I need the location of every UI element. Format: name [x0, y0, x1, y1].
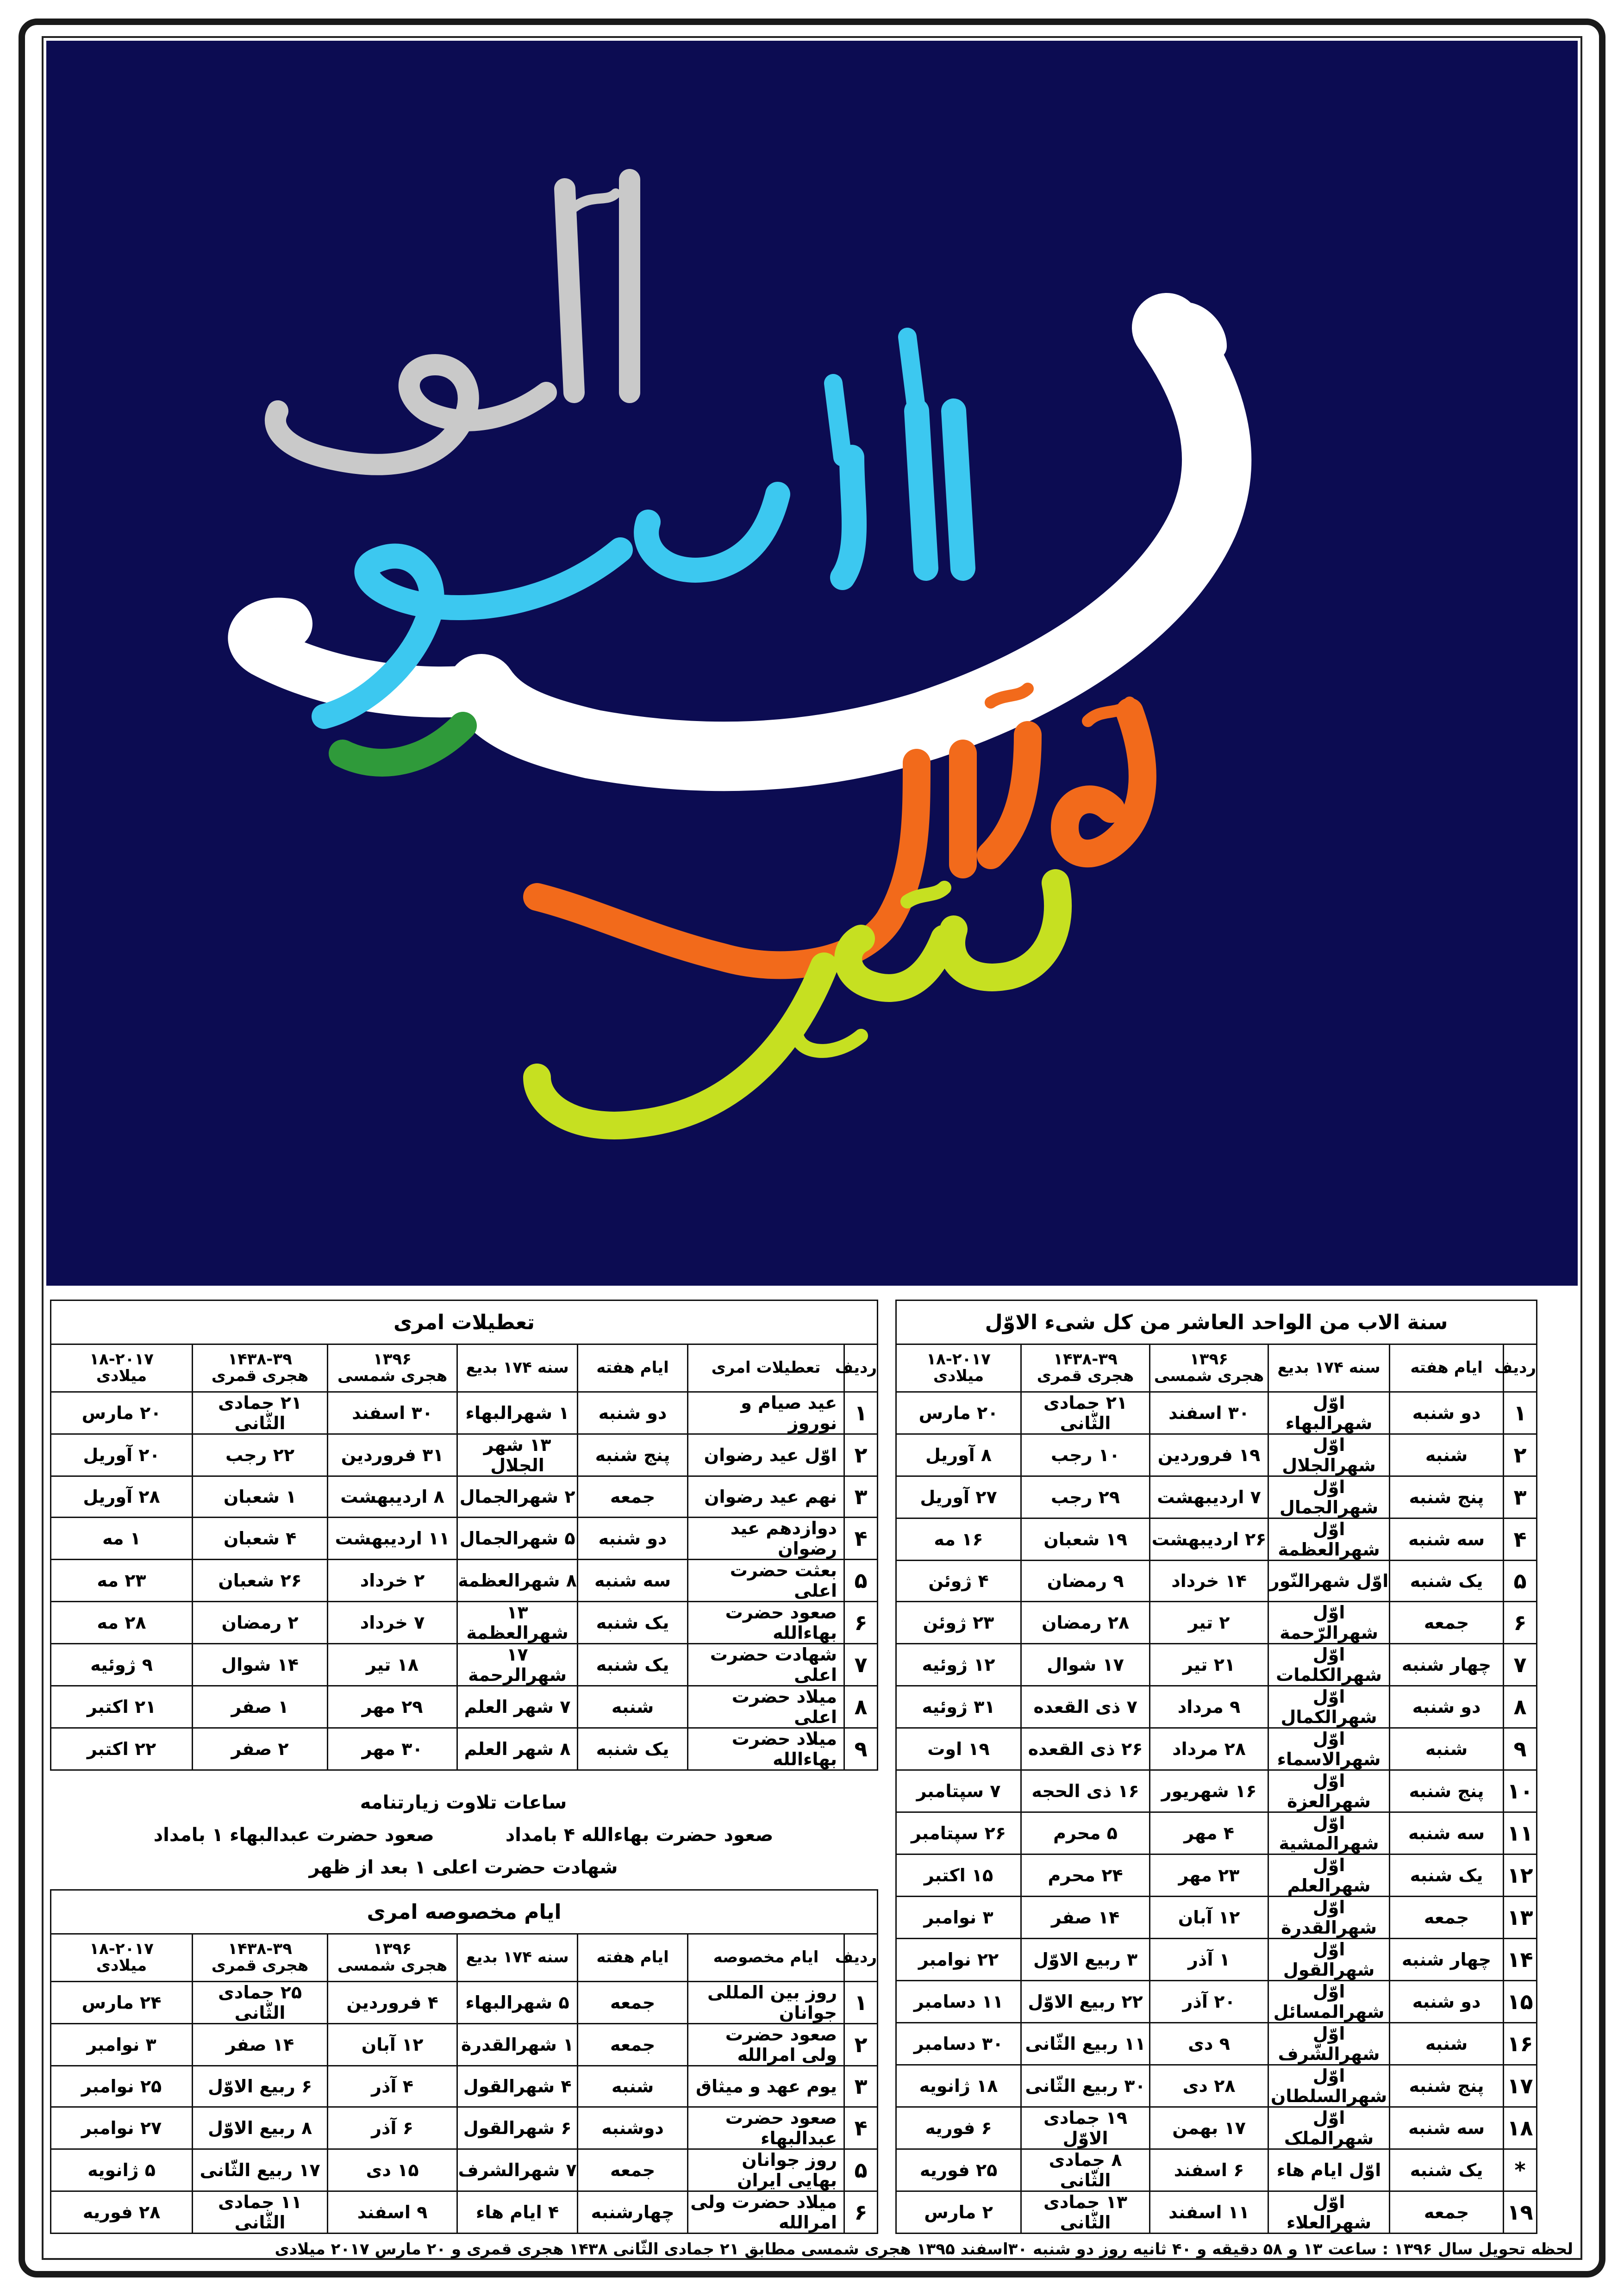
table-cell: اوّل شهرالنّور: [1268, 1561, 1390, 1602]
table-cell: اوّل شهرالجلال: [1268, 1434, 1390, 1476]
table-cell: پنج شنبه: [578, 1434, 688, 1476]
table-cell: ۲۲ نوامبر: [896, 1939, 1021, 1981]
table-row: [896, 1476, 1537, 1518]
table-cell: ۵ ژانویه: [51, 2149, 193, 2191]
table-cell: ۸ شهر العلم: [457, 1728, 578, 1770]
col-name: تعطیلات امری: [688, 1344, 844, 1392]
table-cell: ۱۳ شهرالعظمة: [457, 1602, 578, 1644]
table-cell: ۲۶ شعبان: [193, 1560, 328, 1602]
table-cell: دو شنبه: [1390, 1392, 1504, 1434]
table-cell: اوّل شهرالملک: [1268, 2107, 1390, 2149]
row-number: ۱۱: [1504, 1812, 1537, 1854]
table-row: [51, 1644, 878, 1686]
row-number: ۵: [844, 1560, 878, 1602]
col-shamsi: ۱۳۹۶ هجری شمسی: [1150, 1344, 1268, 1392]
table-cell: پنج شنبه: [1390, 2065, 1504, 2107]
table-cell: ۱۱ اسفند: [1150, 2191, 1268, 2234]
table-cell: شهادت حضرت اعلی: [688, 1644, 844, 1686]
calligraphy-art: [46, 41, 1578, 1286]
table-cell: ۴ شهرالقول: [457, 2066, 578, 2107]
table-row: [896, 1981, 1537, 2023]
table-cell: ۱۳ شهر الجلال: [457, 1434, 578, 1476]
table-cell: ۴ شعبان: [193, 1518, 328, 1560]
table-row: [51, 1728, 878, 1770]
table-row: [896, 2191, 1537, 2234]
table-cell: ۲۶ اردیبهشت: [1150, 1518, 1268, 1561]
col-miladi: ۱۸-۲۰۱۷ میلادی: [51, 1934, 193, 1982]
table-row: [51, 1476, 878, 1518]
row-number: ۱: [844, 1982, 878, 2024]
row-number: ۳: [844, 1476, 878, 1518]
table-cell: ۵ شهرالجمال: [457, 1518, 578, 1560]
table-cell: ۷ ذی القعده: [1021, 1686, 1150, 1728]
table-cell: سه شنبه: [1390, 1518, 1504, 1561]
row-number: ۵: [1504, 1561, 1537, 1602]
row-number: ۶: [844, 2191, 878, 2234]
table-cell: ۱۱ جمادی الثّانی: [193, 2191, 328, 2234]
table-cell: روز بین المللی جوانان: [688, 1982, 844, 2024]
table-cell: پنج شنبه: [1390, 1770, 1504, 1812]
col-num: ردیف: [844, 1344, 878, 1392]
table-cell: جمعه: [578, 2024, 688, 2066]
table-cell: صعود حضرت بهاءالله: [688, 1602, 844, 1644]
table-cell: میلاد حضرت اعلی: [688, 1686, 844, 1728]
table-cell: اوّل شهرالکلمات: [1268, 1644, 1390, 1686]
table-cell: ۲۲ رجب: [193, 1434, 328, 1476]
row-number: ۱۶: [1504, 2023, 1537, 2065]
table-row: [896, 1602, 1537, 1644]
table-cell: اوّل شهرالرّحمة: [1268, 1602, 1390, 1644]
table-title: ایام مخصوصه امری: [51, 1890, 878, 1934]
table-cell: اوّل شهرالسلطان: [1268, 2065, 1390, 2107]
table-row: [896, 2065, 1537, 2107]
row-number: ۱۰: [1504, 1770, 1537, 1812]
visitation-line-3: شهادت حضرت اعلی ۱ بعد از ظهر: [309, 1857, 618, 1878]
table-cell: ۹ دی: [1150, 2023, 1268, 2065]
table-cell: شنبه: [1390, 1728, 1504, 1770]
table-cell: ۹ اسفند: [328, 2191, 457, 2234]
table-cell: ۲۸ رمضان: [1021, 1602, 1150, 1644]
table-cell: ۱۳ جمادی الثّانی: [1021, 2191, 1150, 2234]
table-cell: اوّل شهرالقدرة: [1268, 1897, 1390, 1939]
row-number: ۲: [844, 1434, 878, 1476]
table-cell: اوّل شهرالعظمة: [1268, 1518, 1390, 1561]
col-weekday: ایام هفته: [578, 1344, 688, 1392]
table-cell: اوّل شهرالعلم: [1268, 1854, 1390, 1897]
table-cell: ۳۰ دسامبر: [896, 2023, 1021, 2065]
table-cell: ۲۵ فوریه: [896, 2149, 1021, 2191]
table-cell: ۲۳ ژوئن: [896, 1602, 1021, 1644]
table-cell: ۱۴ خرداد: [1150, 1561, 1268, 1602]
table-cell: ۱۲ آبان: [328, 2024, 457, 2066]
table-cell: ۴ فروردین: [328, 1982, 457, 2024]
table-cell: ۸ جمادی الثّانی: [1021, 2149, 1150, 2191]
table-row: [51, 1392, 878, 1434]
row-number: ۵: [844, 2149, 878, 2191]
col-name: ایام مخصوصه: [688, 1934, 844, 1982]
table-row: [51, 1434, 878, 1476]
table-cell: ۲۹ رجب: [1021, 1476, 1150, 1518]
table-cell: دو شنبه: [1390, 1686, 1504, 1728]
table-cell: یک شنبه: [1390, 1561, 1504, 1602]
col-weekday: ایام هفته: [578, 1934, 688, 1982]
table-row: [51, 2191, 878, 2234]
table-cell: ۲۸ دی: [1150, 2065, 1268, 2107]
table-cell: ۱۷ بهمن: [1150, 2107, 1268, 2149]
row-number: ۱۸: [1504, 2107, 1537, 2149]
table-row: [896, 1644, 1537, 1686]
table-cell: ۱۹ فروردین: [1150, 1434, 1268, 1476]
table-cell: ۱۲ ژوئیه: [896, 1644, 1021, 1686]
table-cell: ۲۱ اکتبر: [51, 1686, 193, 1728]
row-number: ۹: [1504, 1728, 1537, 1770]
table-cell: عید صیام و نوروز: [688, 1392, 844, 1434]
table-cell: ۲۰ مارس: [51, 1392, 193, 1434]
table-cell: ۱ شعبان: [193, 1476, 328, 1518]
table-row: [51, 1686, 878, 1728]
table-cell: ۲۲ ربیع الاوّل: [1021, 1981, 1150, 2023]
table-cell: ۱۴ صفر: [193, 2024, 328, 2066]
table-cell: ۲۰ مارس: [896, 1392, 1021, 1434]
table-cell: ۳۰ ربیع الثّانی: [1021, 2065, 1150, 2107]
table-row: [896, 1770, 1537, 1812]
table-cell: ۱۰ رجب: [1021, 1434, 1150, 1476]
table-cell: ۸ ربیع الاوّل: [193, 2107, 328, 2149]
table-cell: ۱۹ جمادی الاوّل: [1021, 2107, 1150, 2149]
table-cell: جمعه: [578, 1982, 688, 2024]
table-cell: اوّل ایام هاء: [1268, 2149, 1390, 2191]
table-cell: یک شنبه: [1390, 1854, 1504, 1897]
table-cell: ۲ صفر: [193, 1728, 328, 1770]
table-cell: ۲۲ اکتبر: [51, 1728, 193, 1770]
table-row: [896, 1518, 1537, 1561]
table-cell: ۱۶ ذی الحجه: [1021, 1770, 1150, 1812]
table-cell: یک شنبه: [1390, 2149, 1504, 2191]
table-row: [896, 1939, 1537, 1981]
table-cell: ۳۰ اسفند: [1150, 1392, 1268, 1434]
table-cell: اوّل شهرالعلاء: [1268, 2191, 1390, 2234]
table-cell: ۱۱ ربیع الثّانی: [1021, 2023, 1150, 2065]
footer-note: لحظه تحویل سال ۱۳۹۶ : ساعت ۱۳ و ۵۸ دقیقه و ۴۰ ثانیه روز دو شنبه ۳۰اسفند ۱۳۹۵ هجری شمسی مطابق ۲۱ جمادی الثّانی ۱۴۳۸ هجری قمری و ۲۰ مارس ۲۰۱۷ میلادی: [275, 2240, 1573, 2259]
table-cell: بعثت حضرت اعلی: [688, 1560, 844, 1602]
table-cell: اوّل عید رضوان: [688, 1434, 844, 1476]
table-cell: ۵ محرم: [1021, 1812, 1150, 1854]
table-cell: ۲۷ نوامبر: [51, 2107, 193, 2149]
table-cell: اوّل شهرالقول: [1268, 1939, 1390, 1981]
table-cell: ۳۰ مهر: [328, 1728, 457, 1770]
row-number: ۲: [1504, 1434, 1537, 1476]
table-cell: ۷ سپتامبر: [896, 1770, 1021, 1812]
table-cell: یوم عهد و میثاق: [688, 2066, 844, 2107]
visitation-title: ساعات تلاوت زیارتنامه: [360, 1792, 567, 1813]
table-cell: چهار شنبه: [1390, 1644, 1504, 1686]
table-cell: چهارشنبه: [578, 2191, 688, 2234]
table-cell: ۲۷ آوریل: [896, 1476, 1021, 1518]
table-cell: ۱ شهرالبهاء: [457, 1392, 578, 1434]
table-cell: ۹ مرداد: [1150, 1686, 1268, 1728]
table-cell: ۱۸ ژانویه: [896, 2065, 1021, 2107]
table-cell: ۶ آذر: [328, 2107, 457, 2149]
table-cell: ۱۴ شوال: [193, 1644, 328, 1686]
table-cell: میلاد حضرت ولی امرالله: [688, 2191, 844, 2234]
table-cell: ۲ تیر: [1150, 1602, 1268, 1644]
special-days-table: [50, 1889, 878, 2234]
table-cell: ۲۶ ذی القعده: [1021, 1728, 1150, 1770]
row-number: ۴: [844, 2107, 878, 2149]
table-row: [51, 2024, 878, 2066]
visitation-line-2: صعود حضرت عبدالبهاء ۱ بامداد: [153, 1824, 434, 1846]
row-number: ۱۷: [1504, 2065, 1537, 2107]
table-title: تعطیلات امری: [51, 1300, 878, 1344]
table-cell: ۱۱ دسامبر: [896, 1981, 1021, 2023]
table-cell: ۱۷ شهرالرحمة: [457, 1644, 578, 1686]
table-cell: ۳ نوامبر: [51, 2024, 193, 2066]
table-cell: ۴ ژوئن: [896, 1561, 1021, 1602]
table-cell: صعود حضرت عبدالبهاء: [688, 2107, 844, 2149]
table-cell: جمعه: [1390, 1602, 1504, 1644]
col-miladi: ۱۸-۲۰۱۷ میلادی: [896, 1344, 1021, 1392]
table-cell: ۱۵ اکتبر: [896, 1854, 1021, 1897]
col-num: ردیف: [1504, 1344, 1537, 1392]
table-cell: ۳۱ ژوئیه: [896, 1686, 1021, 1728]
table-cell: ۹ ژوئیه: [51, 1644, 193, 1686]
table-cell: ۴ ایام هاء: [457, 2191, 578, 2234]
table-row: [51, 1560, 878, 1602]
table-cell: ۲۵ نوامبر: [51, 2066, 193, 2107]
table-cell: ۲۶ سپتامبر: [896, 1812, 1021, 1854]
table-cell: ۳ ربیع الاوّل: [1021, 1939, 1150, 1981]
table-cell: ۷ اردیبهشت: [1150, 1476, 1268, 1518]
table-cell: ۱۱ اردیبهشت: [328, 1518, 457, 1560]
row-number: ۹: [844, 1728, 878, 1770]
row-number: *: [1504, 2149, 1537, 2191]
table-cell: اوّل شهرالکمال: [1268, 1686, 1390, 1728]
table-cell: ۴ آذر: [328, 2066, 457, 2107]
row-number: ۱: [1504, 1392, 1537, 1434]
table-cell: اوّل شهرالبهاء: [1268, 1392, 1390, 1434]
table-row: [51, 2107, 878, 2149]
table-cell: ۶ ربیع الاوّل: [193, 2066, 328, 2107]
table-cell: ۱۹ اوت: [896, 1728, 1021, 1770]
table-cell: ۲۸ آوریل: [51, 1476, 193, 1518]
table-row: [896, 1854, 1537, 1897]
badi-calendar-table: [895, 1300, 1537, 2234]
grey-stroke: [275, 180, 630, 465]
table-row: [896, 1728, 1537, 1770]
table-cell: یک شنبه: [578, 1728, 688, 1770]
table-cell: ۲۳ مه: [51, 1560, 193, 1602]
table-cell: ۲ شهرالجمال: [457, 1476, 578, 1518]
table-row: [896, 2149, 1537, 2191]
table-cell: ۸ اردیبهشت: [328, 1476, 457, 1518]
table-cell: ۷ شهرالشرف: [457, 2149, 578, 2191]
table-row: [896, 2023, 1537, 2065]
table-body: [51, 1982, 878, 2234]
table-cell: پنج شنبه: [1390, 1476, 1504, 1518]
col-badi: سنه ۱۷۴ بدیع: [1268, 1344, 1390, 1392]
table-cell: دو شنبه: [578, 1392, 688, 1434]
table-cell: ۶ اسفند: [1150, 2149, 1268, 2191]
visitation-hours: [50, 1786, 877, 1884]
table-cell: ۲۸ مرداد: [1150, 1728, 1268, 1770]
table-cell: ۱۲ آبان: [1150, 1897, 1268, 1939]
row-number: ۷: [844, 1644, 878, 1686]
table-cell: سه شنبه: [1390, 1812, 1504, 1854]
table-row: [51, 1518, 878, 1560]
table-cell: ۲۴ محرم: [1021, 1854, 1150, 1897]
table-body: [51, 1392, 878, 1770]
table-row: [896, 1812, 1537, 1854]
table-cell: ۲۵ جمادی الثّانی: [193, 1982, 328, 2024]
table-cell: اوّل شهرالمشیة: [1268, 1812, 1390, 1854]
col-shamsi: ۱۳۹۶ هجری شمسی: [328, 1934, 457, 1982]
row-number: ۴: [844, 1518, 878, 1560]
row-number: ۶: [1504, 1602, 1537, 1644]
table-row: [51, 1982, 878, 2024]
table-cell: ۲۱ جمادی الثّانی: [1021, 1392, 1150, 1434]
table-cell: ۲۹ مهر: [328, 1686, 457, 1728]
table-cell: جمعه: [1390, 1897, 1504, 1939]
table-cell: ۳۱ فروردین: [328, 1434, 457, 1476]
table-cell: شنبه: [1390, 2023, 1504, 2065]
row-number: ۳: [844, 2066, 878, 2107]
row-number: ۱۲: [1504, 1854, 1537, 1897]
table-cell: ۸ آوریل: [896, 1434, 1021, 1476]
col-badi: سنه ۱۷۴ بدیع: [457, 1344, 578, 1392]
table-cell: ۳ نوامبر: [896, 1897, 1021, 1939]
row-number: ۱: [844, 1392, 878, 1434]
table-cell: دوازدهم عید رضوان: [688, 1518, 844, 1560]
col-miladi: ۱۸-۲۰۱۷ میلادی: [51, 1344, 193, 1392]
table-cell: دوشنبه: [578, 2107, 688, 2149]
table-cell: ۵ شهرالبهاء: [457, 1982, 578, 2024]
table-cell: ۲۴ مارس: [51, 1982, 193, 2024]
table-cell: ۱۶ مه: [896, 1518, 1021, 1561]
table-cell: جمعه: [1390, 2191, 1504, 2234]
table-cell: ۷ شهر العلم: [457, 1686, 578, 1728]
table-row: [51, 2149, 878, 2191]
table-cell: ۱۶ شهریور: [1150, 1770, 1268, 1812]
table-cell: ۲۱ تیر: [1150, 1644, 1268, 1686]
table-title: سنة الاب من الواحد العاشر من کل شیء الاوّل: [896, 1300, 1537, 1344]
table-cell: اوّل شهرالجمال: [1268, 1476, 1390, 1518]
table-cell: ۱۴ صفر: [1021, 1897, 1150, 1939]
row-number: ۱۳: [1504, 1897, 1537, 1939]
table-cell: ۸ شهرالعظمة: [457, 1560, 578, 1602]
table-cell: دو شنبه: [1390, 1981, 1504, 2023]
table-cell: ۱۹ شعبان: [1021, 1518, 1150, 1561]
col-qamari: ۱۴۳۸-۳۹ هجری قمری: [193, 1934, 328, 1982]
table-row: [896, 1686, 1537, 1728]
row-number: ۱۴: [1504, 1939, 1537, 1981]
table-cell: ۱۷ شوال: [1021, 1644, 1150, 1686]
table-cell: ۲۰ آذر: [1150, 1981, 1268, 2023]
table-cell: دو شنبه: [578, 1518, 688, 1560]
calligraphy-banner: [46, 41, 1578, 1286]
table-cell: اوّل شهرالاسماء: [1268, 1728, 1390, 1770]
table-cell: نهم عید رضوان: [688, 1476, 844, 1518]
table-row: [896, 1392, 1537, 1434]
table-cell: ۱ آذر: [1150, 1939, 1268, 1981]
table-cell: چهار شنبه: [1390, 1939, 1504, 1981]
table-row: [51, 2066, 878, 2107]
table-cell: ۱ مه: [51, 1518, 193, 1560]
row-number: ۸: [1504, 1686, 1537, 1728]
row-number: ۶: [844, 1602, 878, 1644]
table-cell: میلاد حضرت بهاءالله: [688, 1728, 844, 1770]
holidays-table: [50, 1300, 878, 1771]
table-cell: شنبه: [578, 2066, 688, 2107]
table-cell: ۲ مارس: [896, 2191, 1021, 2234]
table-cell: ۲۱ جمادی الثّانی: [193, 1392, 328, 1434]
table-cell: ۶ فوریه: [896, 2107, 1021, 2149]
table-cell: یک شنبه: [578, 1644, 688, 1686]
table-cell: سه شنبه: [578, 1560, 688, 1602]
row-number: ۱۵: [1504, 1981, 1537, 2023]
col-qamari: ۱۴۳۸-۳۹ هجری قمری: [1021, 1344, 1150, 1392]
table-cell: ۱۸ تیر: [328, 1644, 457, 1686]
table-row: [896, 1897, 1537, 1939]
table-cell: ۴ مهر: [1150, 1812, 1268, 1854]
row-number: ۱۹: [1504, 2191, 1537, 2234]
table-cell: صعود حضرت ولی امرالله: [688, 2024, 844, 2066]
table-cell: ۶ شهرالقول: [457, 2107, 578, 2149]
table-cell: ۳۰ اسفند: [328, 1392, 457, 1434]
table-body: [896, 1392, 1537, 2234]
table-cell: ۲ خرداد: [328, 1560, 457, 1602]
table-row: [896, 1561, 1537, 1602]
table-cell: ۱ شهرالقدرة: [457, 2024, 578, 2066]
green-stroke: [343, 726, 463, 763]
table-cell: اوّل شهرالمسائل: [1268, 1981, 1390, 2023]
table-row: [896, 1434, 1537, 1476]
table-cell: ۹ رمضان: [1021, 1561, 1150, 1602]
col-badi: سنه ۱۷۴ بدیع: [457, 1934, 578, 1982]
table-cell: جمعه: [578, 1476, 688, 1518]
table-cell: سه شنبه: [1390, 2107, 1504, 2149]
table-cell: اوّل شهرالعزة: [1268, 1770, 1390, 1812]
table-cell: یک شنبه: [578, 1602, 688, 1644]
table-cell: ۲۸ مه: [51, 1602, 193, 1644]
col-shamsi: ۱۳۹۶ هجری شمسی: [328, 1344, 457, 1392]
row-number: ۲: [844, 2024, 878, 2066]
row-number: ۳: [1504, 1476, 1537, 1518]
table-row: [51, 1602, 878, 1644]
col-qamari: ۱۴۳۸-۳۹ هجری قمری: [193, 1344, 328, 1392]
table-row: [896, 2107, 1537, 2149]
table-cell: ۲۳ مهر: [1150, 1854, 1268, 1897]
table-cell: شنبه: [578, 1686, 688, 1728]
row-number: ۸: [844, 1686, 878, 1728]
col-weekday: ایام هفته: [1390, 1344, 1504, 1392]
table-cell: روز جوانان بهایی ایران: [688, 2149, 844, 2191]
visitation-line-1: صعود حضرت بهاءالله ۴ بامداد: [505, 1824, 774, 1846]
row-number: ۴: [1504, 1518, 1537, 1561]
table-cell: شنبه: [1390, 1434, 1504, 1476]
col-num: ردیف: [844, 1934, 878, 1982]
table-cell: جمعه: [578, 2149, 688, 2191]
table-cell: ۲ رمضان: [193, 1602, 328, 1644]
table-cell: ۱ صفر: [193, 1686, 328, 1728]
row-number: ۷: [1504, 1644, 1537, 1686]
table-cell: اوّل شهرالشّرف: [1268, 2023, 1390, 2065]
table-cell: ۷ خرداد: [328, 1602, 457, 1644]
table-cell: ۲۰ آوریل: [51, 1434, 193, 1476]
table-cell: ۱۷ ربیع الثّانی: [193, 2149, 328, 2191]
table-cell: ۲۸ فوریه: [51, 2191, 193, 2234]
table-cell: ۱۵ دی: [328, 2149, 457, 2191]
